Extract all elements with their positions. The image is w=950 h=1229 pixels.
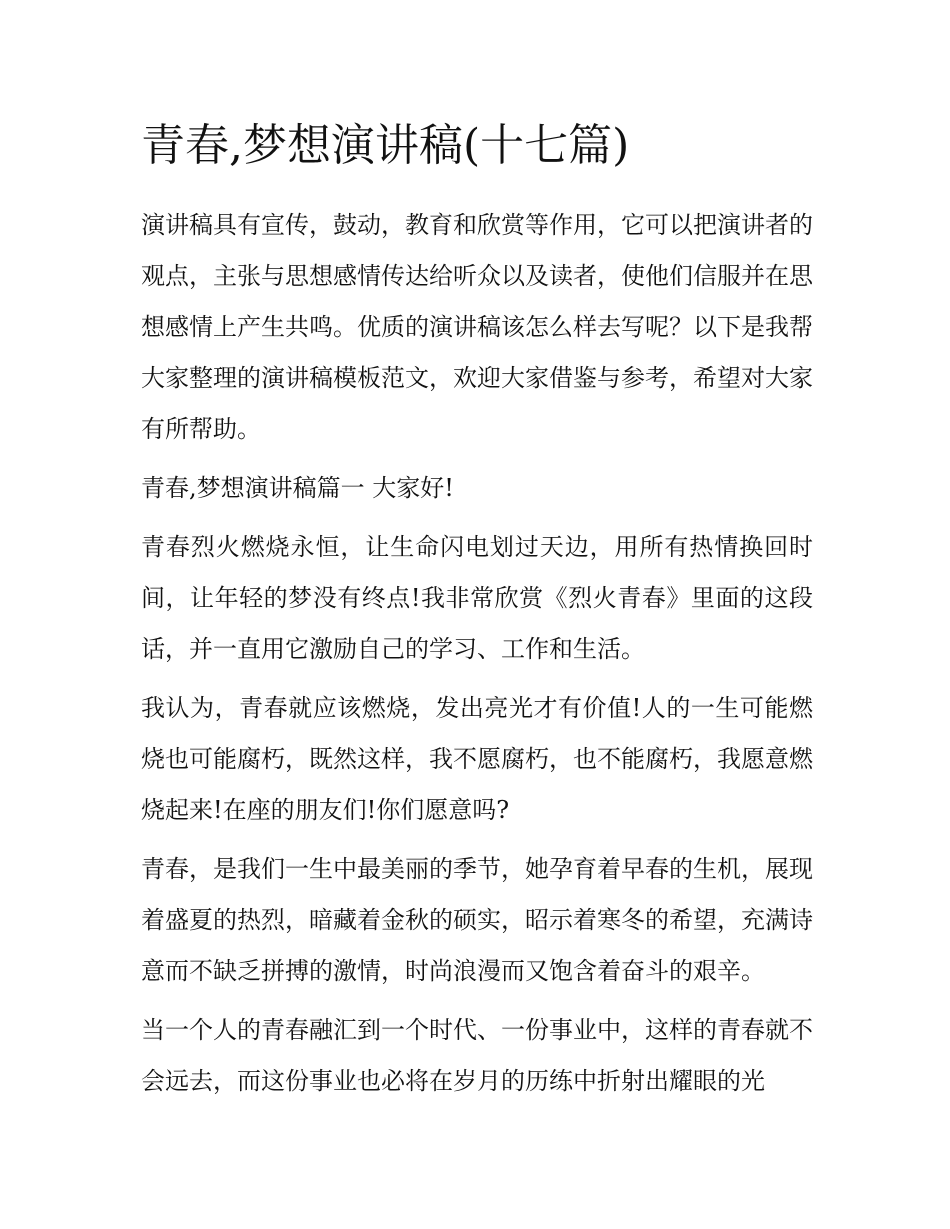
- paragraph-body: 青春，是我们一生中最美丽的季节，她孕育着早春的生机，展现着盛夏的热烈，暗藏着金秋的硕实，昭示着寒冬的希望，充满诗意而不缺乏拼搏的激情，时尚浪漫而又饱含着奋斗的艰辛。: [141, 855, 813, 985]
- paragraph-body: 我认为，青春就应该燃烧，发出亮光才有价值!人的一生可能燃烧也可能腐朽，既然这样，我不愿腐朽，也不能腐朽，我愿意燃烧起来!在座的朋友们!你们愿意吗?: [141, 694, 813, 824]
- document-body: [141, 112, 813, 1107]
- paragraph-body: 青春烈火燃烧永恒，让生命闪电划过天边，用所有热情换回时间，让年轻的梦没有终点!我非常欣赏《烈火青春》里面的这段话，并一直用它激励自己的学习、工作和生活。: [141, 533, 813, 663]
- paragraph-intro: 演讲稿具有宣传，鼓动，教育和欣赏等作用，它可以把演讲者的观点，主张与思想感情传达给听众以及读者，使他们信服并在思想感情上产生共鸣。优质的演讲稿该怎么样去写呢？以下是我帮大家整理的演讲稿模板范文，欢迎大家借鉴与参考，希望对大家有所帮助。: [141, 211, 813, 443]
- paragraph-section-heading: 青春,梦想演讲稿篇一 大家好!: [141, 474, 454, 502]
- paragraph-body: 当一个人的青春融汇到一个时代、一份事业中，这样的青春就不会远去，而这份事业也必将在岁月的历练中折射出耀眼的光: [141, 1016, 813, 1095]
- document-title: 青春,梦想演讲稿(十七篇): [141, 120, 630, 171]
